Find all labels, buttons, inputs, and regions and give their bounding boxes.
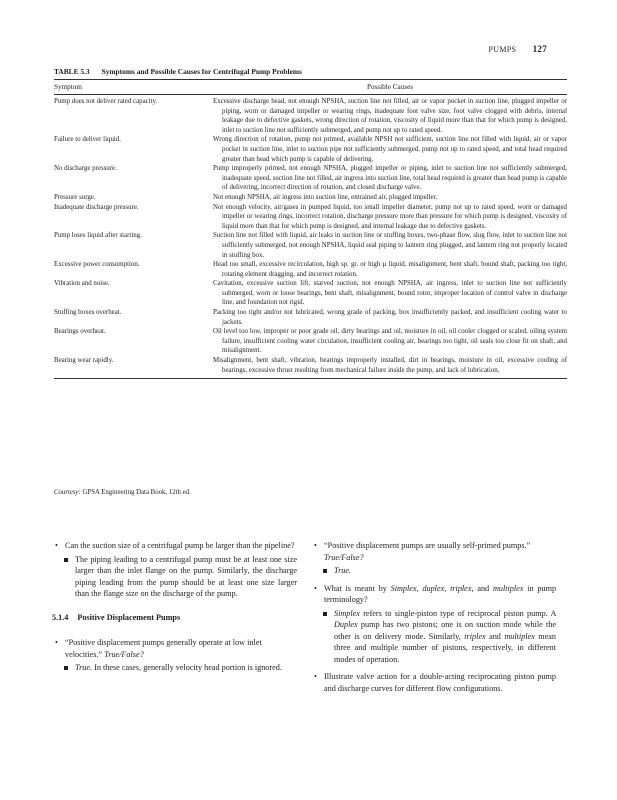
cause-cell: Oil level too low, improper or poor grade oil, dirty bearings and oil, moisture in oil, oil cooler clogged or scaled, oiling system failure, insufficient cooling water circulation, insufficient cooling air, bearings too tight, oil seals too close fit on shaft, and misalignment. [213,328,567,355]
symptom-cell: Failure to deliver liquid. [54,136,121,144]
table-label: TABLE 5.3 [54,67,90,76]
cause-cell: Suction line not filled with liquid, air leaks in suction line or stuffing boxes, two-phase flow, slug flow, inlet to suction line not sufficiently submerged, not enough NPSHA, liquid seal piping to lantern ring plugged, and lantern ring not properly located in stuffing box. [213,232,567,259]
running-head [489,44,547,54]
section-number: 5.1.4 [52,612,69,622]
cause-cell: Packing too tight and/or not lubricated, wrong grade of packing, box insufficiently packed, and insufficient cooling water to jackets. [213,309,567,326]
column-header-symptom: Symptom [54,83,82,91]
question-low-inlet-velocity [52,637,297,660]
symptom-cell: Pump does not deliver rated capacity. [54,98,158,105]
question-text: “Positive displacement pumps are usually self-primed pumps.” [324,541,531,550]
courtesy-label: Courtesy: [54,489,81,496]
right-column [311,540,556,696]
symptom-cell: Bearing wear rapidly. [54,357,114,365]
true-false-prompt: True/False? [324,552,364,562]
table-row [54,203,567,232]
term-simplex: Simplex [334,608,360,618]
symptom-cell: No discharge pressure. [54,165,117,173]
table-title: Symptoms and Possible Causes for Centrifugal Pump Problems [101,67,302,76]
term-multiplex: multiplex [492,583,524,593]
answer-text: mean three and multiple number of pistons, respectively, in different modes of operation. [334,631,556,664]
answer-text: and [489,631,501,641]
symptom-cell: Inadequate discharge pressure. [54,203,139,211]
question-text: and [477,583,490,593]
table-row [54,164,567,193]
table-row [54,356,567,375]
term-duplex: Duplex [334,620,358,629]
cause-cell: Head too small, excessive recirculation, high sp. gr. or high µ liquid, misalignment, bent shaft, bound shaft, packing too tight, rotating element dragging, and incorrect rotation. [213,261,567,278]
table-row [54,135,567,164]
column-header-causes: Possible Causes [366,83,414,91]
cause-cell: Cavitation, excessive suction lift, starved suction, not enough NPSHA, air ingress, inlet to suction line not sufficiently submerged, worn or loose bearings, bent shaft, misalignment, bound rotor, improper location of control valve in discharge line, and foundation not rigid. [213,280,567,307]
term-triplex: triplex [450,583,472,593]
true-false-prompt: True/False? [104,649,144,659]
table-row [54,308,567,327]
symptom-cell: Pump loses liquid after starting. [54,232,142,240]
table-row [54,327,567,356]
cause-cell: Excessive discharge head, not enough NPSHA, suction line not filled, air or vapor pocket in suction line, plugged impeller or piping, worn or damaged impeller or wearing rings, inadequate foot valve size, foot valve clogged with debris, internal leakage due to defective gaskets, wrong direction of rotation, viscosity of liquid more than that for which pump is designed, inlet to suction line not sufficiently submerged, and pump not up to rated speed. [213,98,567,134]
term-triplex: triplex [464,631,486,641]
table-row [54,231,567,260]
page-number: 127 [532,44,547,54]
question-self-primed [311,540,556,563]
answer-text: refers to single-piston type of reciprocal piston pump. A [363,608,557,618]
term-simplex: Simplex [390,583,417,593]
cause-cell: Not enough velocity, air/gases in pumped liquid, too small impeller diameter, pump not up to rated speed, worn or damaged impeller or wearing rings, incorrect rotation, discharge pressure more than pressure for which pump is designed, viscosity of liquid more than that for which pump is designed, and internal leakage due to defective gaskets. [213,203,567,230]
left-column [52,540,297,680]
term-duplex: duplex [422,583,445,593]
symptom-cell: Excessive power consumption. [54,261,140,269]
table-row [54,193,567,203]
table-caption [54,67,302,76]
symptom-cell: Pressure surge. [54,193,96,201]
question-simplex-duplex: • What is meant by Simplex, duplex, triplex, and multiplex in pump terminology? [311,583,556,606]
cause-cell: Wrong direction of rotation, pump not primed, available NPSH not sufficient, suction line not filled with liquid, air or vapor pocket in suction line, inlet to suction pipe not sufficiently submerged, pump not up to rated speed, and total head required greater than head which pump is capable of delivering. [213,136,567,163]
symptoms-table [54,79,567,379]
term-multiplex: multiplex [504,631,535,641]
symptom-cell: Stuffing boxes overheat. [54,309,122,317]
question-suction-size: • Can the suction size of a centrifugal pump be larger than the pipeline? [52,540,297,552]
answer-simplex-duplex [311,608,556,666]
table-row [54,279,567,308]
cause-cell: Misalignment, bent shaft, vibration, bearings improperly installed, dirt in bearings, moisture in oil, excessive cooling of bearings, excessive thrust resulting from mechanical failure inside the pump, and lack of lubrication. [213,357,567,374]
courtesy-source: GPSA Engineering Data Book, 12th ed. [82,489,191,496]
table-body [54,95,567,378]
cause-cell: Pump improperly primed, not enough NPSHA, plugged impeller or piping, inlet to suction line not sufficiently submerged, inadequate speed, suction line not filled, air ingress into suction line, total head required is greater than head pump is capable of delivering, incorrect direction of rotation, and closed discharge valve. [213,165,567,192]
answer-true: True. [334,566,352,575]
table-courtesy-note [54,489,191,496]
table-row [54,260,567,279]
answer-self-primed [311,565,556,577]
question-text: What is meant by [324,583,387,593]
symptom-cell: Vibration and noise. [54,280,110,288]
answer-suction-size: The piping leading to a centrifugal pump must be at least one size larger than the inlet flange on the pump. Similarly, the discharge piping leading from the pump should be at least one size larger than the flange size on the discharge of the pump. [52,554,297,600]
table-header-row [54,80,567,94]
running-head-section: PUMPS [488,45,517,54]
answer-text: In these cases, generally velocity head portion is ignored. [94,663,282,672]
table-row [54,97,567,135]
answer-true: True. [75,663,93,672]
answer-low-inlet-velocity [52,662,297,674]
answer-text: pump has two pistons; one is on suction mode while the other is on delivery mode. Similarly, [334,620,557,641]
symptom-cell: Bearings overheat. [54,328,106,336]
section-heading [52,612,297,624]
question-text: “Positive displacement pumps generally operate at low inlet velocities.” [65,638,262,659]
question-text: in pump terminology? [324,583,557,604]
cause-cell: Not enough NPSHA, air ingress into suction line, entrained air, plugged impeller. [213,193,438,201]
section-title: Positive Displacement Pumps [77,612,181,622]
question-valve-action: • Illustrate valve action for a double-acting reciprocating piston pump and discharge curves for different flow configurations. [311,671,556,694]
table-bottom-rule [54,378,567,379]
